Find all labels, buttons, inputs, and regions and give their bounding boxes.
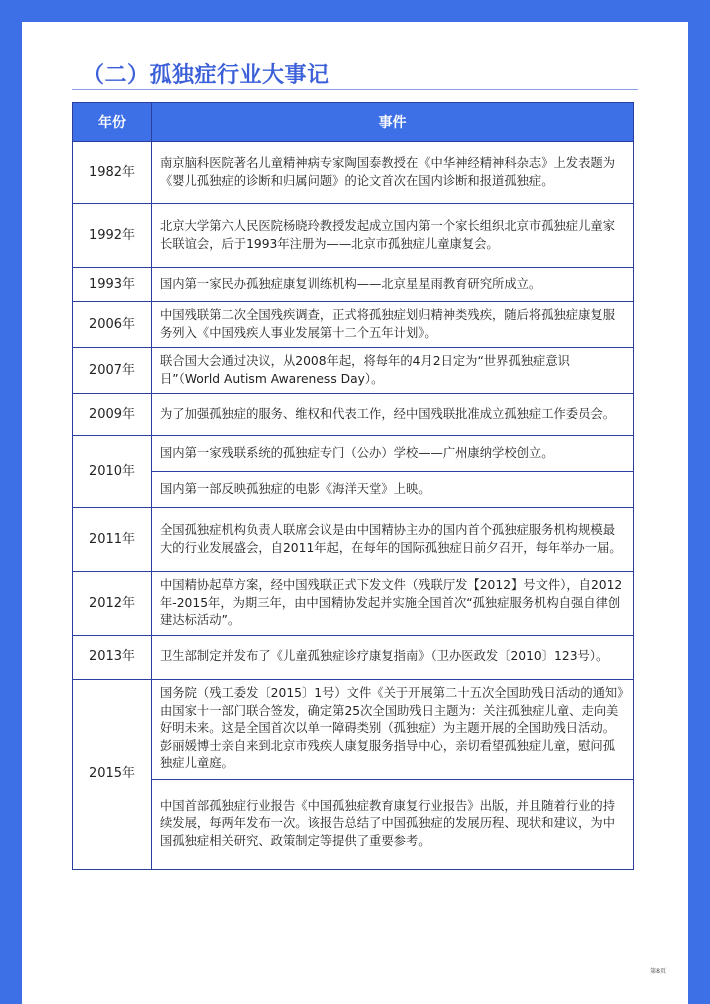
event-cell: 南京脑科医院著名儿童精神病专家陶国泰教授在《中华神经精神科杂志》上发表题为《婴儿孤独症的诊断和归属问题》的论文首次在国内诊断和报道孤独症。 xyxy=(152,142,634,204)
event-cell: 卫生部制定并发布了《儿童孤独症诊疗康复指南》（卫办医政发〔2010〕123号）。 xyxy=(152,635,634,679)
year-cell: 2015年 xyxy=(73,679,152,869)
event-cell: 中国残联第二次全国残疾调查，正式将孤独症划归精神类残疾，随后将孤独症康复服务列入《中国残疾人事业发展第十二个五年计划》。 xyxy=(152,302,634,348)
table-row xyxy=(73,348,634,394)
table-row xyxy=(73,472,634,508)
year-cell: 1982年 xyxy=(73,142,152,204)
table-row xyxy=(73,204,634,268)
year-cell: 2006年 xyxy=(73,302,152,348)
heading-divider xyxy=(72,89,638,90)
column-header-year: 年份 xyxy=(73,103,152,142)
table-row xyxy=(73,508,634,572)
event-cell: 国务院（残工委发〔2015〕1号）文件《关于开展第二十五次全国助残日活动的通知》由国家十一部门联合签发，确定第25次全国助残日主题为：关注孤独症儿童、走向美好明未来。这是全国首次以单一障碍类别（孤独症）为主题开展的全国助残日活动。彭丽媛博士亲自来到北京市残疾人康复服务指导中心，亲切看望孤独症儿童，慰问孤独症儿童庭。 xyxy=(152,679,634,779)
event-cell: 中国首部孤独症行业报告《中国孤独症教育康复行业报告》出版，并且随着行业的持续发展，每两年发布一次。该报告总结了中国孤独症的发展历程、现状和建议，为中国孤独症相关研究、政策制定等提供了重要参考。 xyxy=(152,779,634,869)
table-row xyxy=(73,394,634,436)
event-cell: 国内第一家民办孤独症康复训练机构——北京星星雨教育研究所成立。 xyxy=(152,268,634,302)
table-row xyxy=(73,302,634,348)
year-cell: 2010年 xyxy=(73,436,152,508)
year-cell: 2013年 xyxy=(73,635,152,679)
table-row xyxy=(73,436,634,472)
event-cell: 国内第一家残联系统的孤独症专门（公办）学校——广州康纳学校创立。 xyxy=(152,436,634,472)
year-cell: 1993年 xyxy=(73,268,152,302)
table-row xyxy=(73,779,634,869)
column-header-event: 事件 xyxy=(152,103,634,142)
table-row xyxy=(73,268,634,302)
event-cell: 中国精协起草方案，经中国残联正式下发文件（残联厅发【2012】号文件），自2012年-2015年，为期三年，由中国精协发起并实施全国首次“孤独症服务机构自强自律创建达标活动”。 xyxy=(152,572,634,636)
milestones-table xyxy=(72,102,634,870)
page-number: 第8页 xyxy=(650,968,666,975)
table-row xyxy=(73,635,634,679)
year-cell: 2007年 xyxy=(73,348,152,394)
event-cell: 北京大学第六人民医院杨晓玲教授发起成立国内第一个家长组织北京市孤独症儿童家长联谊会，后于1993年注册为——北京市孤独症儿童康复会。 xyxy=(152,204,634,268)
year-cell: 1992年 xyxy=(73,204,152,268)
document-page xyxy=(22,22,688,1004)
table-row xyxy=(73,572,634,636)
event-cell: 联合国大会通过决议，从2008年起，将每年的4月2日定为“世界孤独症意识日”（World Autism Awareness Day）。 xyxy=(152,348,634,394)
event-cell: 全国孤独症机构负责人联席会议是由中国精协主办的国内首个孤独症服务机构规模最大的行业发展盛会，自2011年起，在每年的国际孤独症日前夕召开，每年举办一届。 xyxy=(152,508,634,572)
section-heading: （二）孤独症行业大事记 xyxy=(82,63,330,88)
table-row xyxy=(73,679,634,779)
table-header-row xyxy=(73,103,634,142)
event-cell: 为了加强孤独症的服务、维权和代表工作，经中国残联批准成立孤独症工作委员会。 xyxy=(152,394,634,436)
table-row xyxy=(73,142,634,204)
year-cell: 2012年 xyxy=(73,572,152,636)
event-cell: 国内第一部反映孤独症的电影《海洋天堂》上映。 xyxy=(152,472,634,508)
year-cell: 2009年 xyxy=(73,394,152,436)
year-cell: 2011年 xyxy=(73,508,152,572)
